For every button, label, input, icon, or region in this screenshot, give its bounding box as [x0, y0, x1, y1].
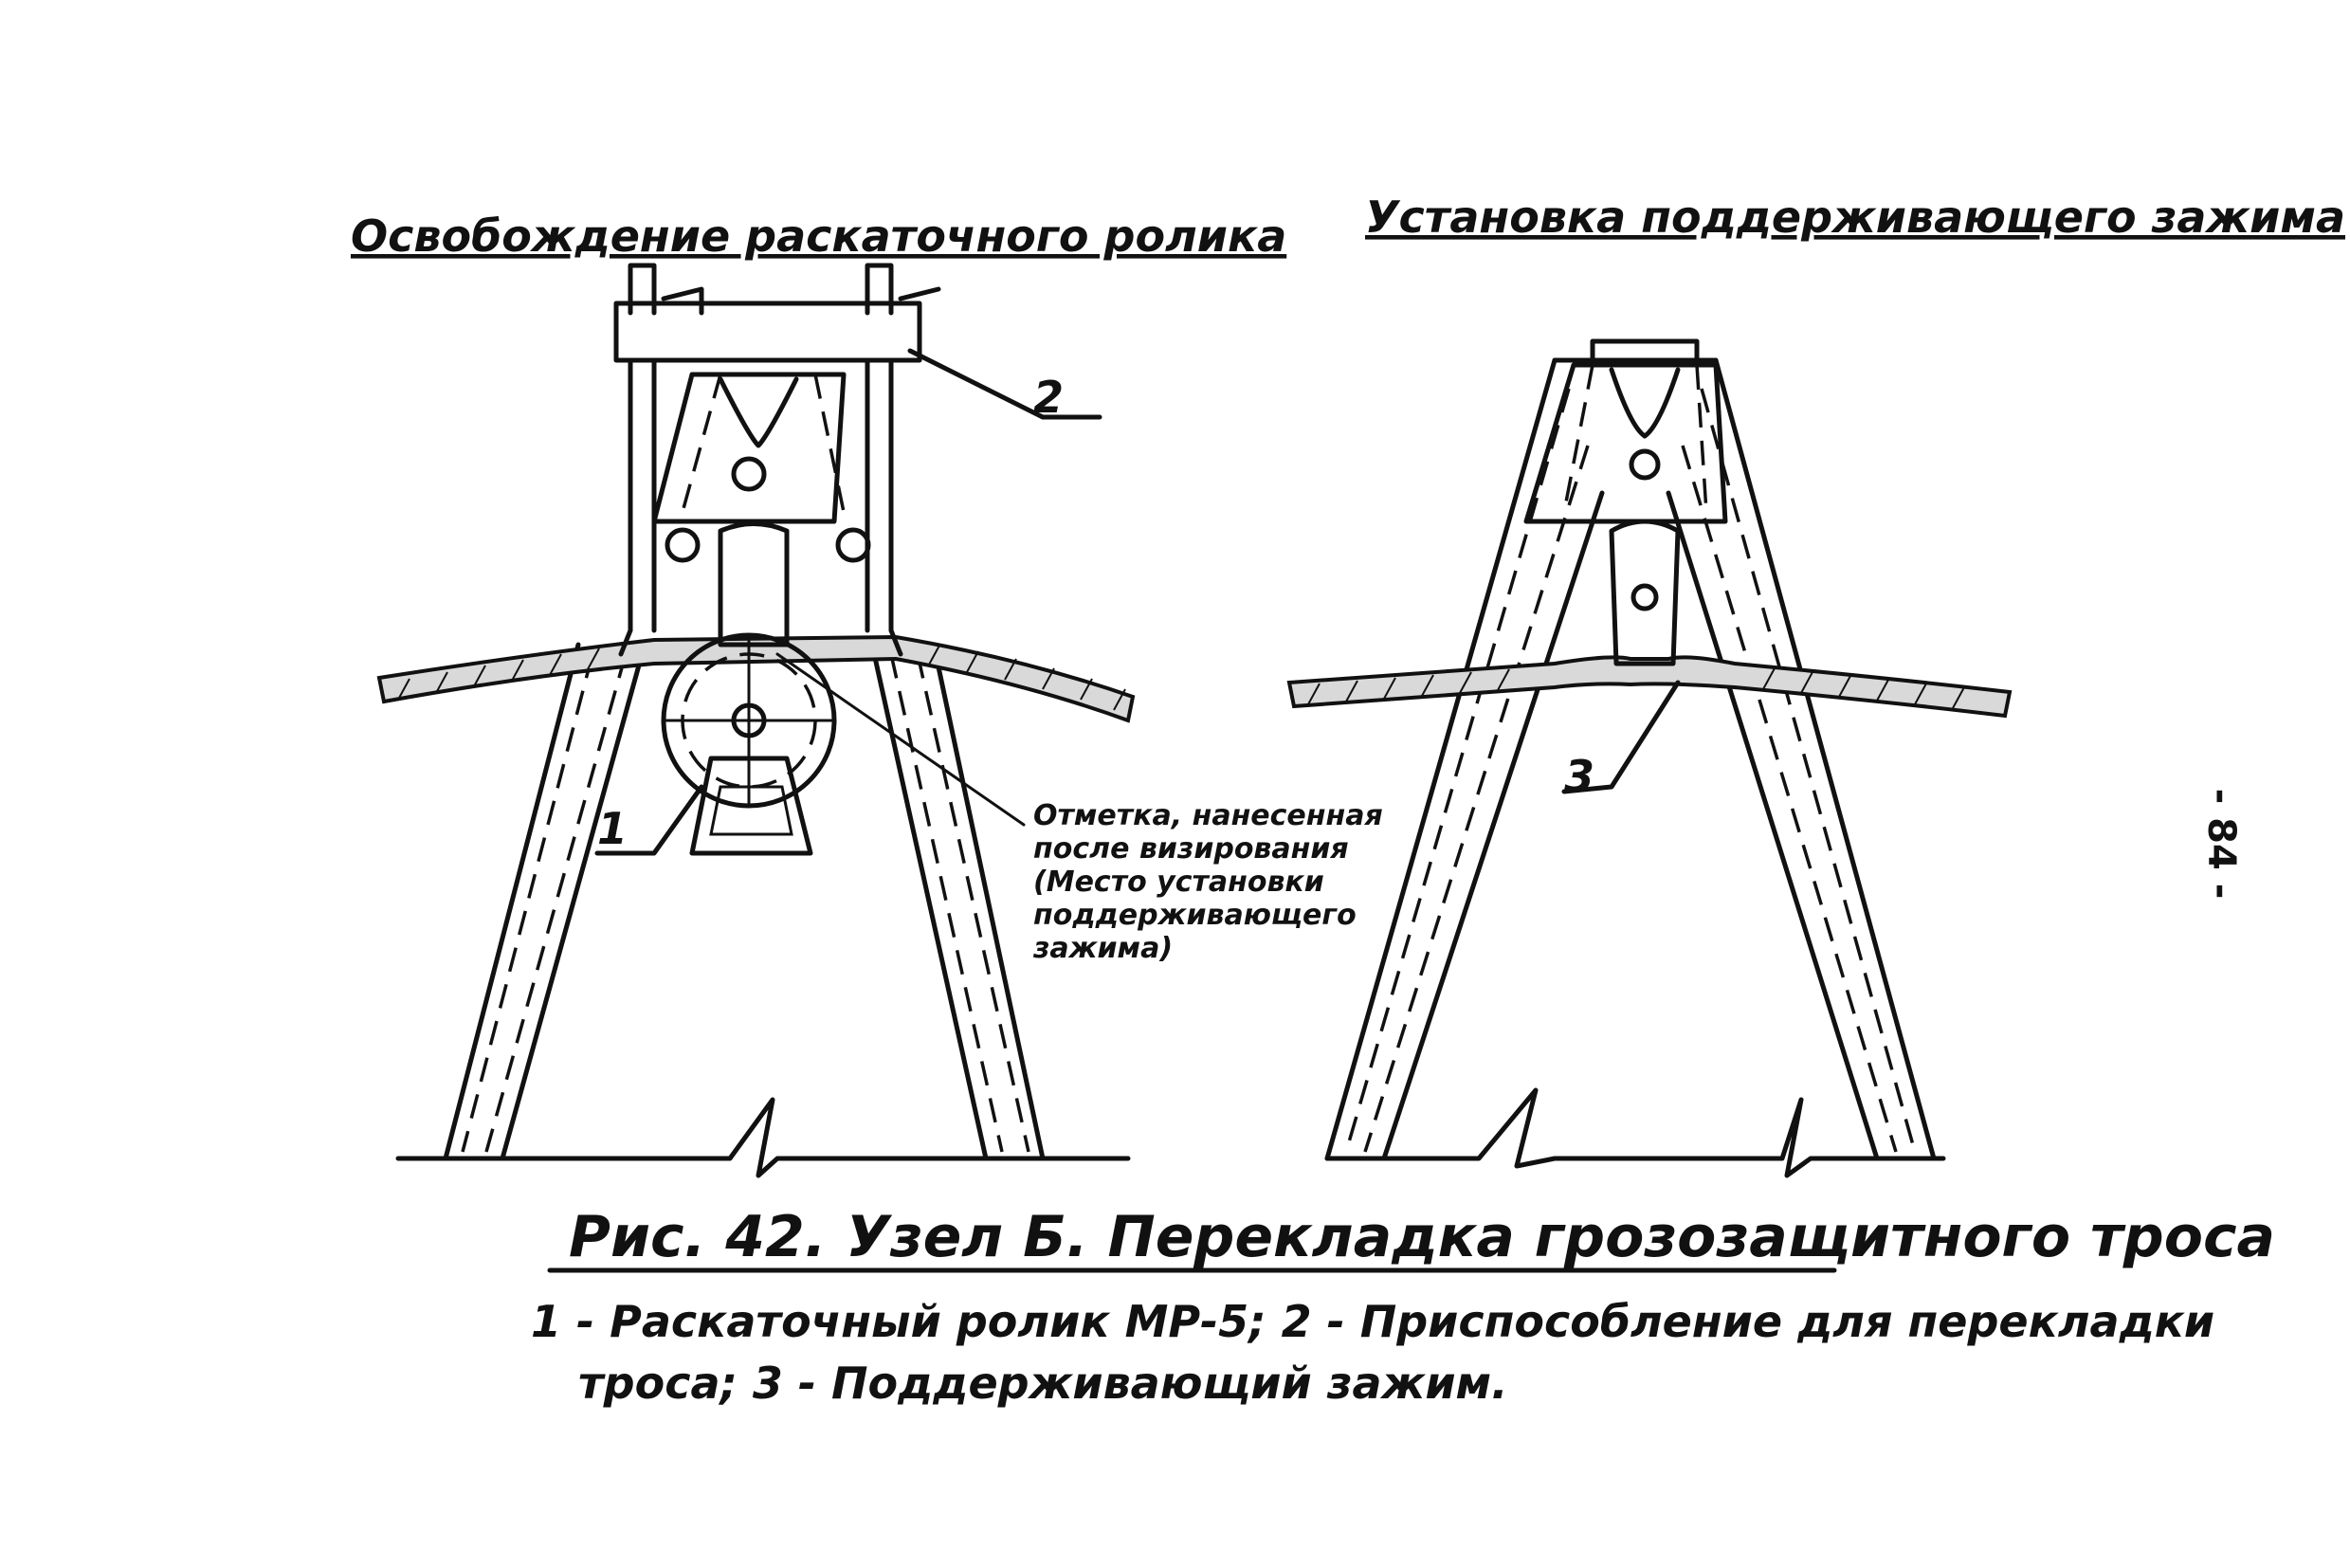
- right-view-title: Установка поддерживающего зажима: [1365, 191, 2346, 243]
- note-line-5: зажима): [1033, 932, 1174, 965]
- label-1: 1: [597, 803, 628, 854]
- figure-caption: Рис. 42. Узел Б. Перекладка грозозащитного троса: [569, 1204, 2275, 1270]
- page-number: - 84 -: [2199, 788, 2243, 900]
- left-view: [351, 210, 1383, 1176]
- note-line-4: поддерживающего: [1033, 899, 1357, 932]
- right-ground-line: [1327, 1090, 1943, 1176]
- note-line-3: (Место установки: [1033, 866, 1324, 899]
- note-line-2: после визирования: [1033, 832, 1349, 866]
- left-view-title: Освобождение раскаточного ролика: [351, 210, 1287, 262]
- position-mark-note: [1032, 799, 1383, 965]
- right-view: [1289, 191, 2345, 1176]
- support-clamp: [1526, 341, 1725, 664]
- label-3: 3: [1564, 751, 1595, 802]
- legend-line-2: троса; 3 - Поддерживающий зажим.: [578, 1358, 1508, 1409]
- transfer-device: [616, 265, 1100, 654]
- legend-line-1: 1 - Раскаточный ролик МР-5; 2 - Приспособление для перекладки: [531, 1296, 2215, 1347]
- label-2: 2: [1033, 372, 1065, 423]
- right-ground-wire: [1289, 657, 2010, 716]
- left-clamp: [654, 374, 868, 645]
- note-line-1: Отметка, нанесенная: [1033, 799, 1383, 832]
- rolling-pulley: [664, 635, 834, 853]
